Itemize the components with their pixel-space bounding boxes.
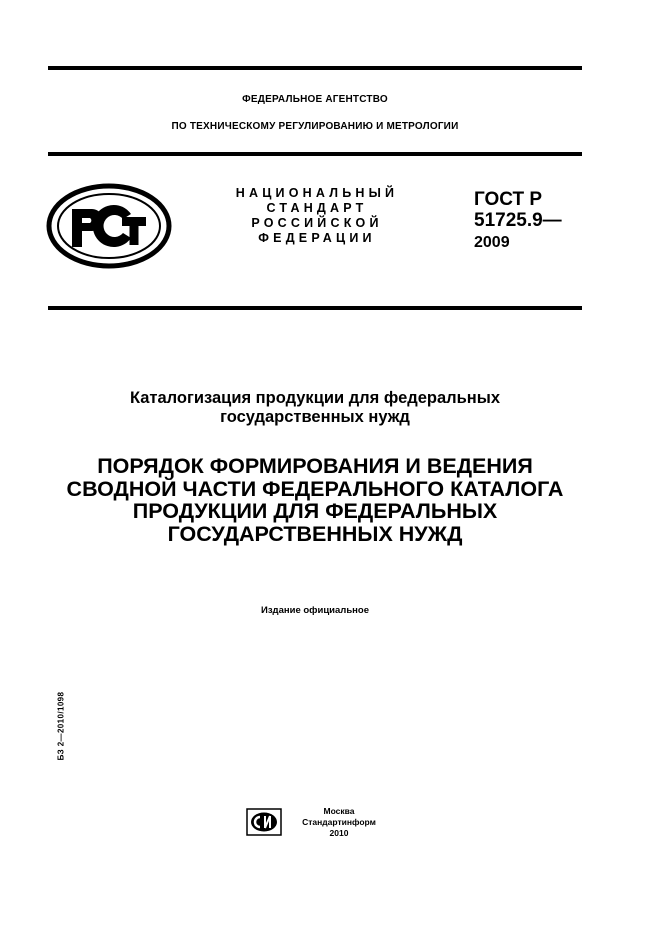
standartinform-logo-icon	[246, 808, 282, 836]
standard-code	[474, 189, 562, 253]
title-line-3: ПРОДУКЦИИ ДЛЯ ФЕДЕРАЛЬНЫХ	[132, 499, 498, 523]
title-line-4: ГОСУДАРСТВЕННЫХ НУЖД	[167, 521, 463, 546]
publisher-info	[296, 806, 382, 839]
standard-code-line-1: ГОСТ Р	[474, 189, 543, 210]
standard-type-line-2: СТАНДАРТ	[266, 201, 368, 215]
title-line-1: ПОРЯДОК ФОРМИРОВАНИЯ И ВЕДЕНИЯ	[97, 454, 533, 478]
rst-logo-icon	[46, 183, 172, 269]
top-rule	[48, 66, 582, 70]
publisher-city: Москва	[323, 806, 355, 816]
subtitle-line-1: Каталогизация продукции для федеральных	[129, 389, 501, 407]
publisher-year: 2010	[329, 828, 349, 838]
header-rule	[48, 152, 582, 156]
national-standard-label	[232, 186, 402, 246]
publisher-name: Стандартинформ	[302, 817, 376, 827]
standard-type-line-3: РОССИЙСКОЙ	[251, 216, 383, 230]
standard-type-line-1: НАЦИОНАЛЬНЫЙ	[235, 186, 399, 200]
edition-label: Издание официальное	[261, 605, 369, 616]
standard-block-rule	[48, 306, 582, 310]
standard-type-line-4: ФЕДЕРАЦИИ	[258, 231, 376, 245]
agency-line-2: ПО ТЕХНИЧЕСКОМУ РЕГУЛИРОВАНИЮ И МЕТРОЛОГИИ	[171, 121, 459, 132]
agency-line-1: ФЕДЕРАЛЬНОЕ АГЕНТСТВО	[242, 94, 388, 105]
standard-code-line-2: 51725.9—	[474, 210, 562, 231]
document-title	[48, 455, 582, 545]
standard-code-year: 2009	[474, 234, 510, 251]
side-code: БЗ 2—2010/1098	[56, 691, 66, 761]
document-subtitle	[48, 389, 582, 427]
title-line-2: СВОДНОЙ ЧАСТИ ФЕДЕРАЛЬНОГО КАТАЛОГА	[66, 476, 564, 501]
subtitle-line-2: государственных нужд	[220, 408, 410, 426]
